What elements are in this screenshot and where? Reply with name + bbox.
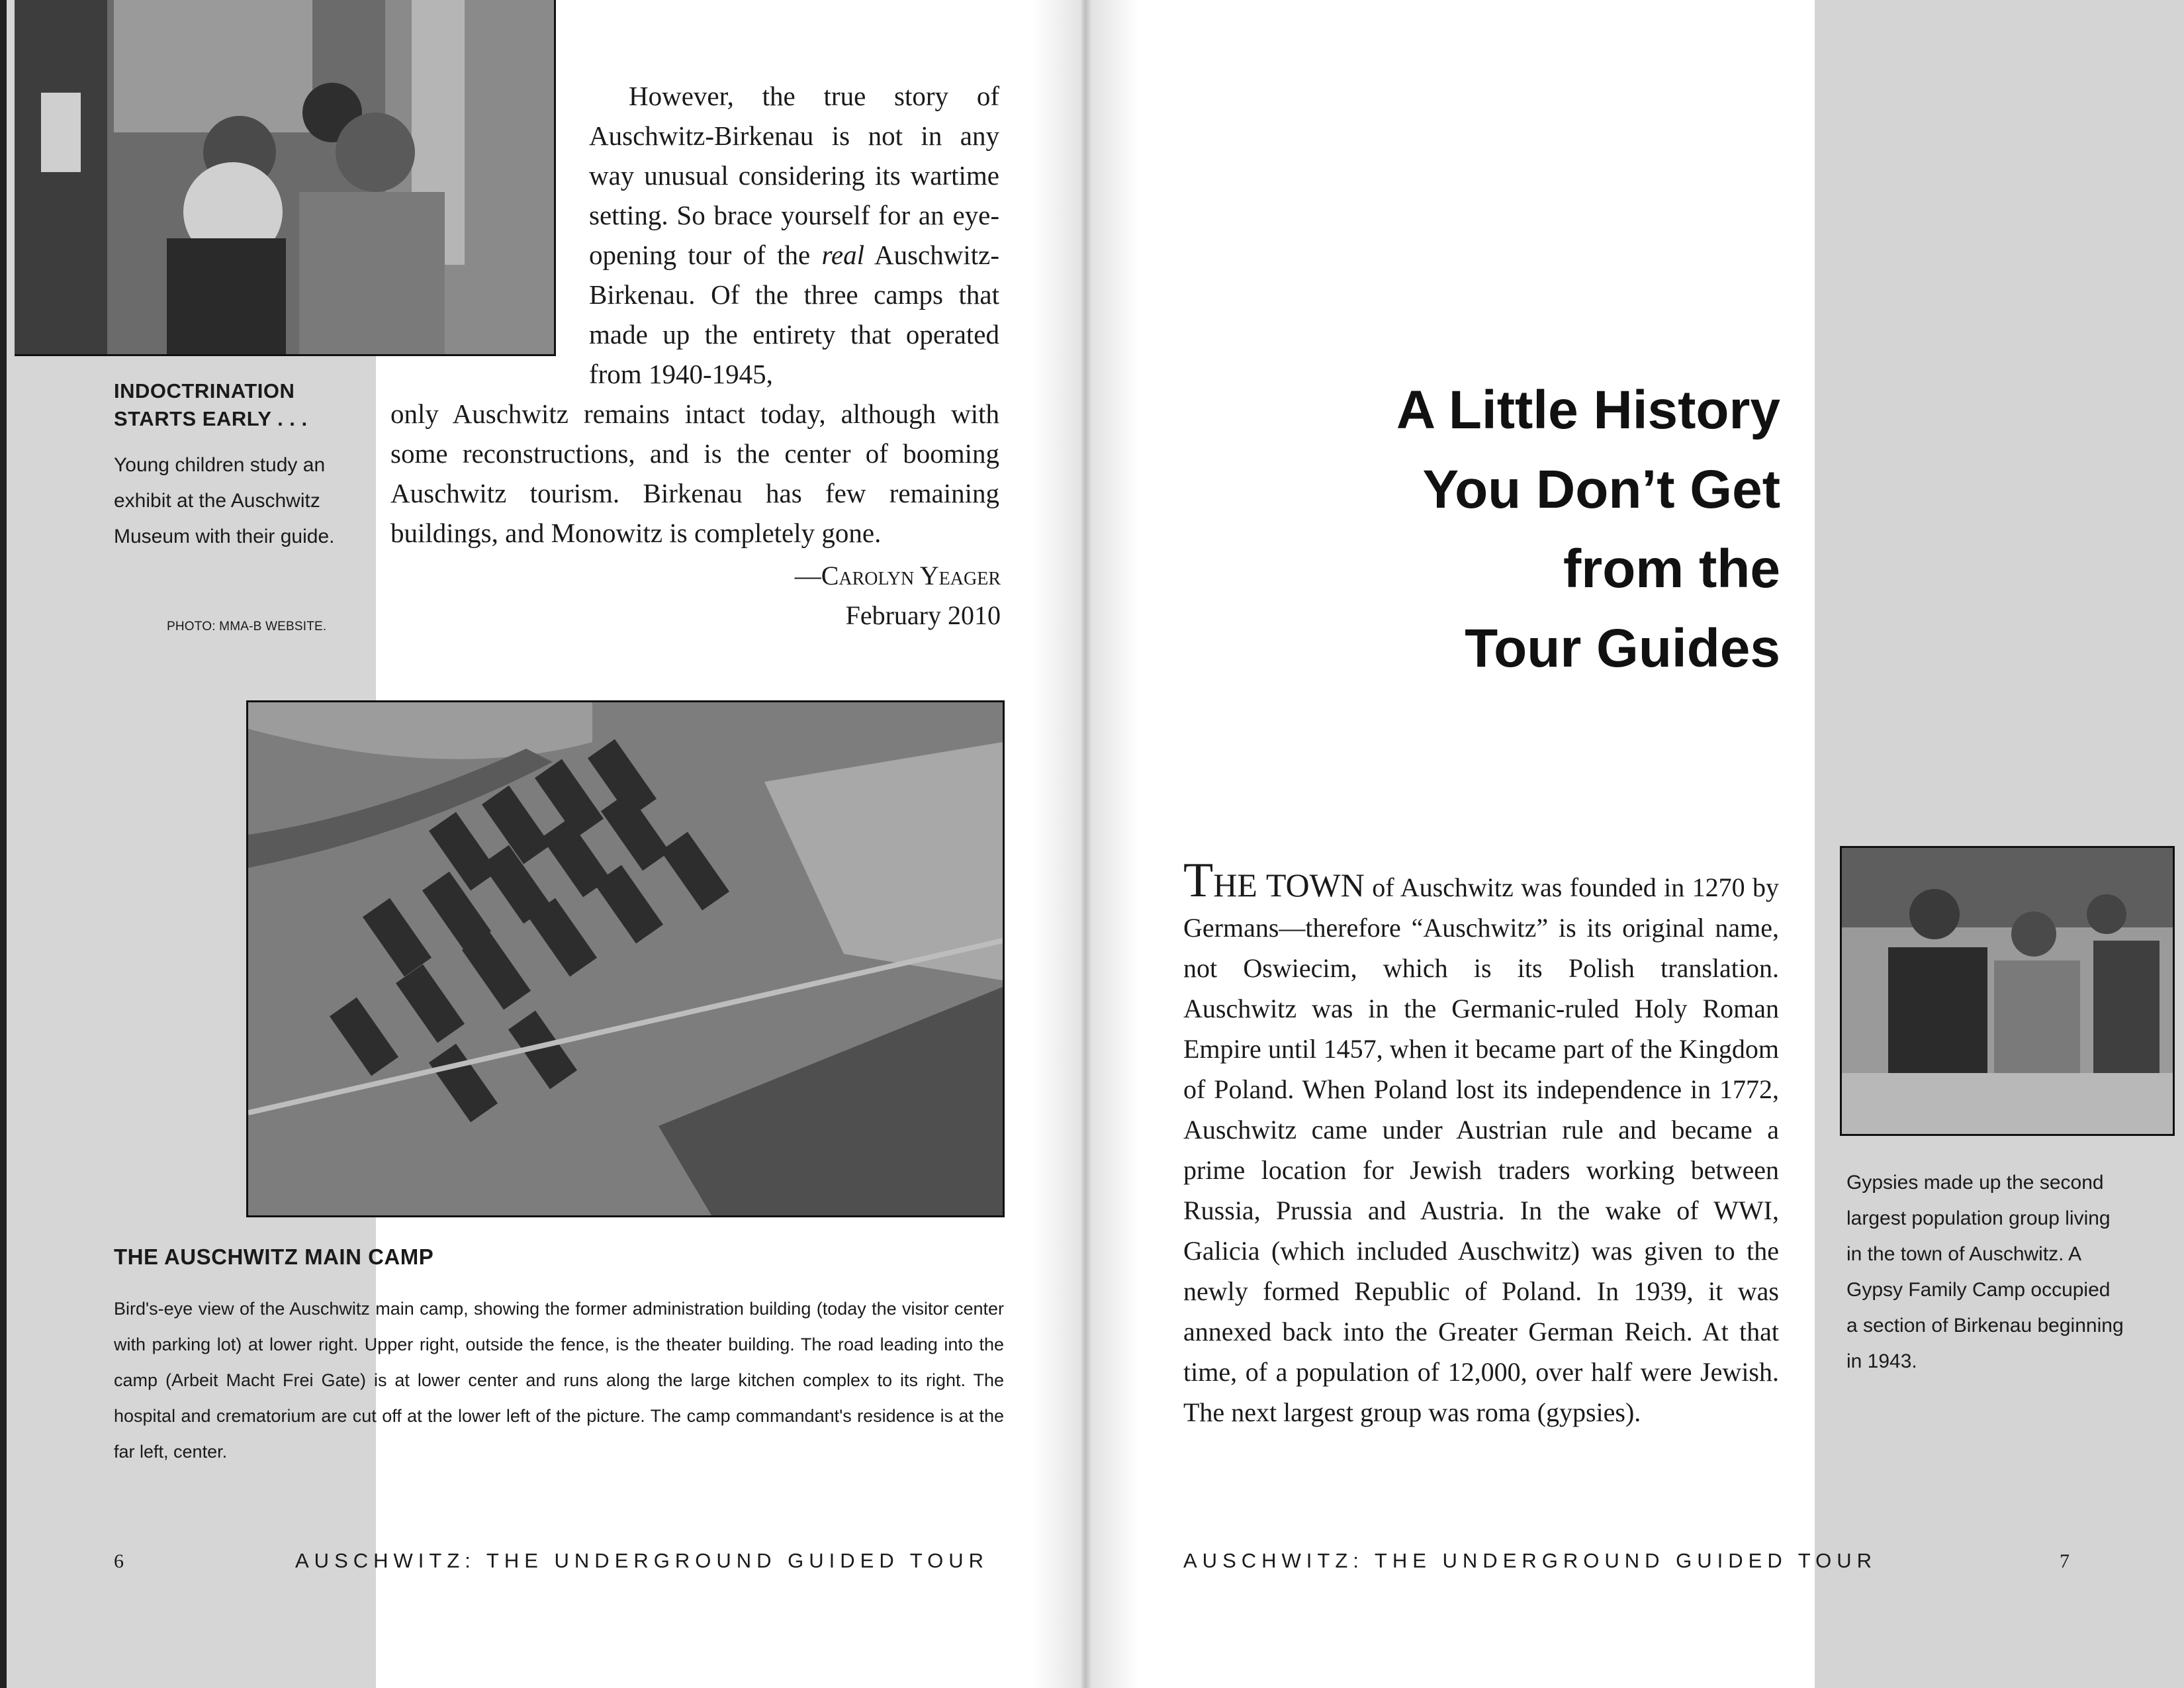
photo2-caption-text: Bird's-eye view of the Auschwitz main camp, showing the former administration building (today the visitor center with parking lot) at lower right. Upper right, outside the fence, is the theater building. The road leading into the camp (Arbeit Macht Frei Gate) is at lower center and runs along the large kitchen complex to its right. The hospital and crematorium are cut off at the lower left of the picture. The camp commandant's residence is at the far left, center. xyxy=(114,1299,1004,1462)
chapter-title-line: from the xyxy=(1563,539,1780,599)
photo2-caption-heading: THE AUSCHWITZ MAIN CAMP xyxy=(114,1244,434,1269)
page-number-left: 6 xyxy=(114,1550,124,1572)
photo-aerial-main-camp xyxy=(246,700,1005,1217)
chapter-title-line: Tour Guides xyxy=(1465,618,1780,679)
chapter-title-line: You Don’t Get xyxy=(1422,459,1780,520)
intro-paragraph xyxy=(390,76,999,553)
intro-paragraph-continuation: only Auschwitz remains intact today, although with some reconstructions, and is the center of booming Auschwitz tourism. Birkenau has few remaining buildings, and Monowitz is completely gone. xyxy=(390,399,999,548)
signature-block xyxy=(728,556,1001,635)
signature-date: February 2010 xyxy=(845,600,1001,630)
body-paragraph: of Auschwitz was founded in 1270 by Germans—therefore “Auschwitz” is its original name, not Oswiecim, which is its Polish translation. Auschwitz was in the Germanic-ruled Holy Roman Empire until 1457, when it became part of the Kingdom of Poland. When Poland lost its independence in 1772, Auschwitz came under Austrian rule and became a prime location for Jewish traders working between Russia, Prussia and Austria. In the wake of WWI, Galicia (which included Auschwitz) was given to the newly formed Republic of Poland. In 1939, it was annexed back into the Greater German Reich. At that time, of a population of 12,000, over half were Jewish. The next largest group was roma (gypsies). xyxy=(1183,872,1779,1427)
running-head-right: AUSCHWITZ: THE UNDERGROUND GUIDED TOUR xyxy=(1183,1549,1878,1572)
book-gutter xyxy=(1032,0,1138,1688)
author-signature: —Carolyn Yeager xyxy=(794,561,1001,590)
photo1-credit: PHOTO: MMA-B WEBSITE. xyxy=(167,620,327,633)
photo-gypsy-family xyxy=(1840,846,2175,1136)
intro-paragraph-first-part: However, the true story of Auschwitz-Birkenau is not in any way unusual considering its wartime setting. So brace yourself for an eye-opening tour of the real Auschwitz- Birkenau. Of the three camps that made up the entirety that operated from 1940-1945, xyxy=(589,81,999,389)
running-head-left: AUSCHWITZ: THE UNDERGROUND GUIDED TOUR xyxy=(295,1549,989,1572)
chapter-title xyxy=(1310,371,1780,688)
photo1-caption-heading: INDOCTRINATION STARTS EARLY . . . xyxy=(114,379,308,430)
right-grey-panel xyxy=(1815,0,2184,1688)
history-body-text xyxy=(1183,853,1779,1432)
page-number-right: 7 xyxy=(2060,1550,2070,1572)
photo3-caption: Gypsies made up the second largest population group living in the town of Auschwitz. A Gypsy Family Camp occupied a section of Birkenau beginning in 1943. xyxy=(1846,1172,2124,1372)
page-edge xyxy=(0,0,7,1688)
photo1-caption-text: Young children study an exhibit at the Auschwitz Museum with their guide. xyxy=(114,454,335,547)
lead-in-caps: HE TOWN xyxy=(1213,867,1365,904)
drop-cap: T xyxy=(1183,853,1214,908)
chapter-title-line: A Little History xyxy=(1396,380,1780,440)
